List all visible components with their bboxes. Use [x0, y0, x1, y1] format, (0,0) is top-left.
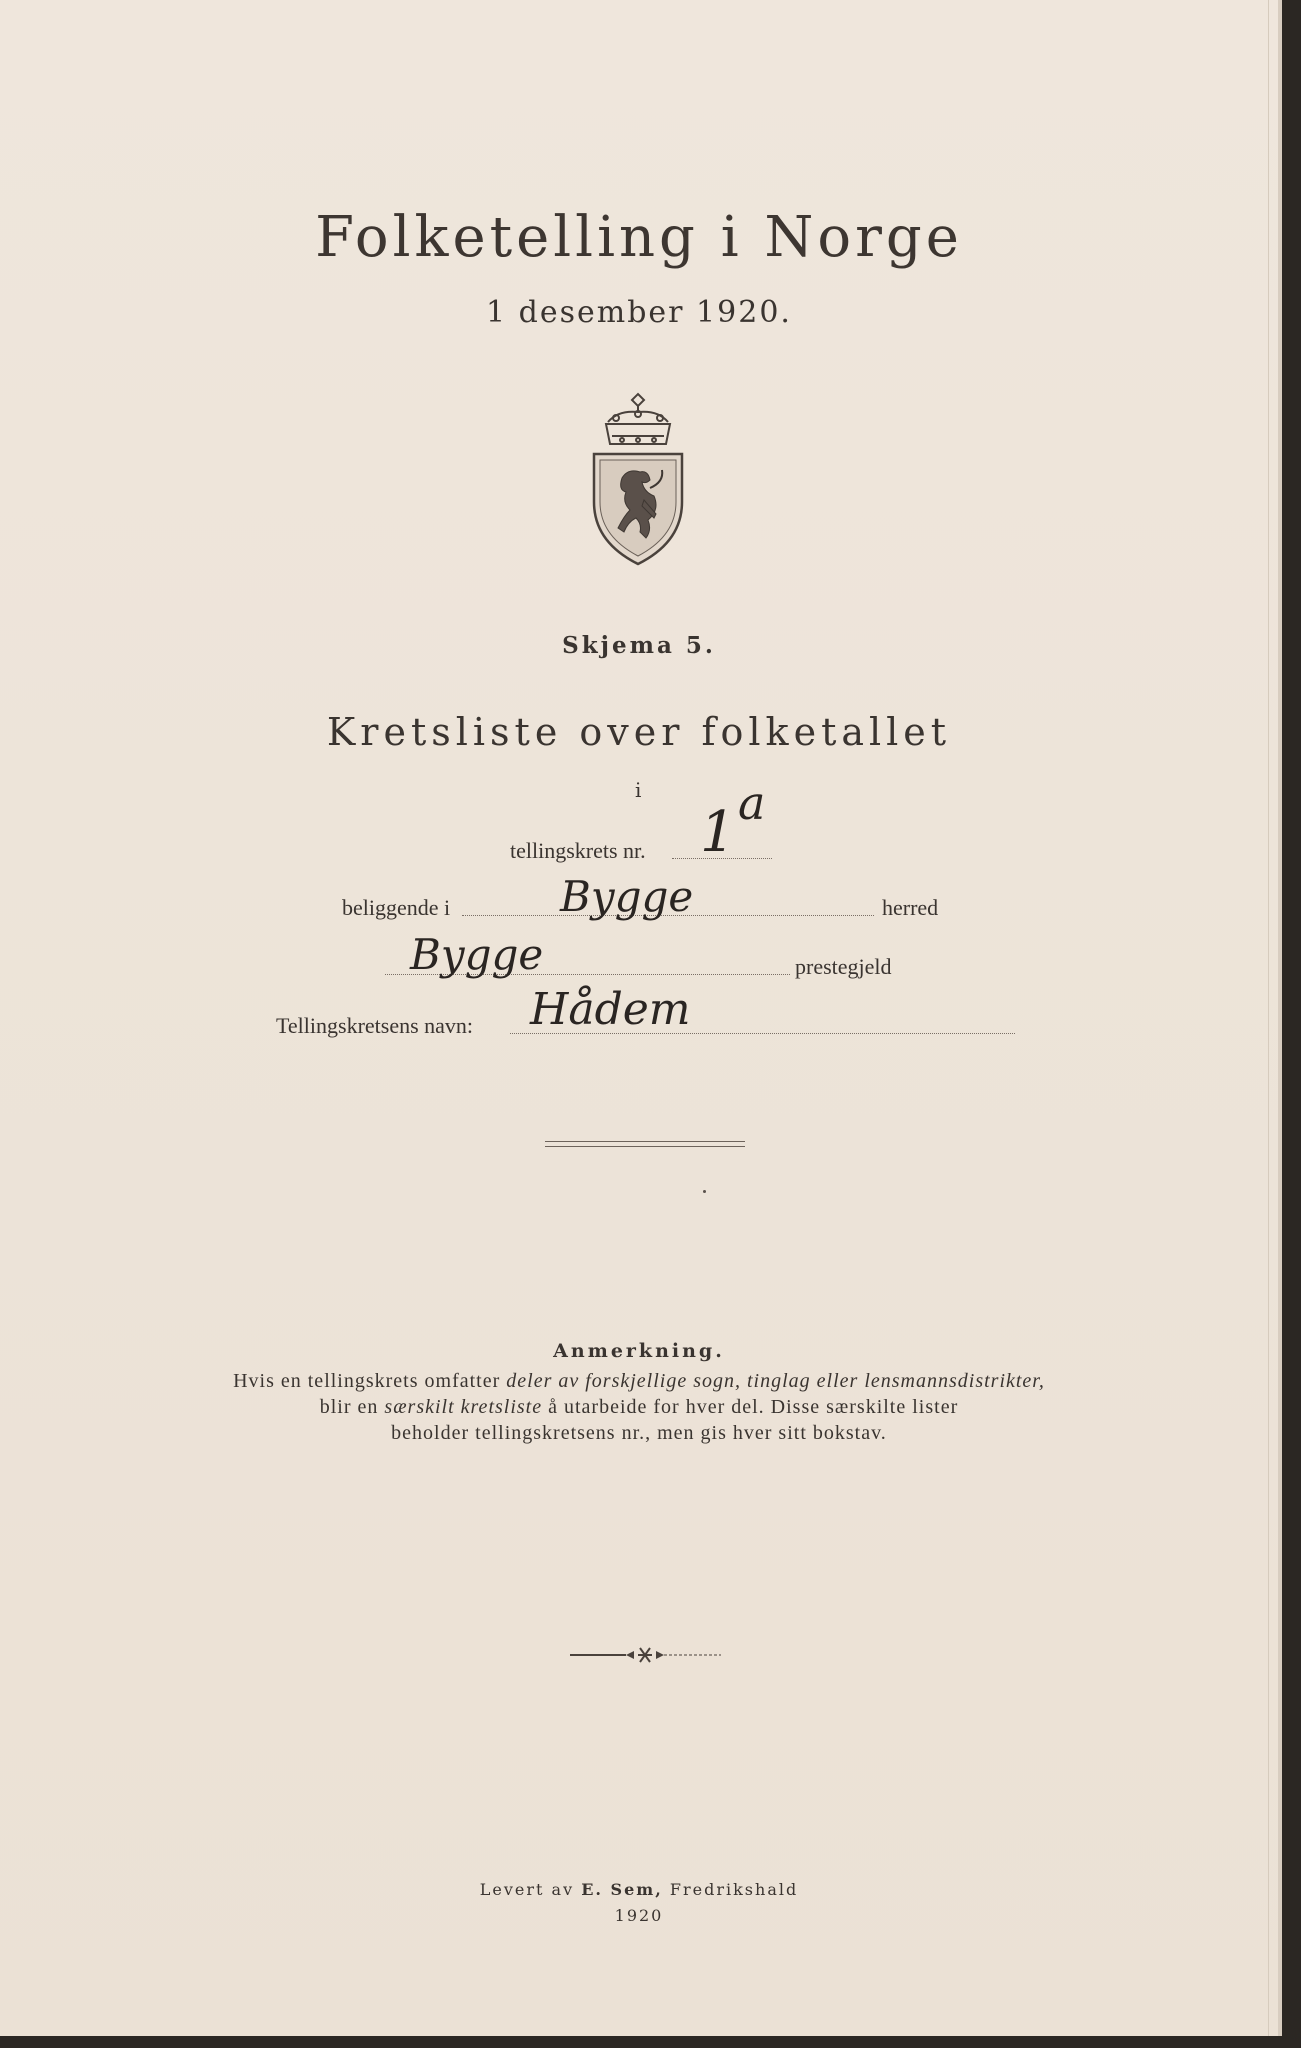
- note-line-2-emphasis: særskilt kretsliste: [384, 1396, 543, 1418]
- document-date: 1 desember 1920.: [486, 295, 792, 330]
- form-subtitle: Kretsliste over folketallet: [326, 710, 952, 754]
- norwegian-coat-of-arms-icon: [588, 392, 688, 567]
- ornament-divider-icon: [568, 1645, 723, 1665]
- tellingskrets-suffix-value[interactable]: a: [738, 776, 766, 830]
- connector-i: i: [635, 778, 642, 802]
- prestegjeld-value[interactable]: Bygge: [410, 930, 544, 979]
- note-line-2: [0, 1396, 1278, 1419]
- note-line-1-text: Hvis en tellingskrets omfatter: [233, 1370, 507, 1392]
- tellingskrets-value[interactable]: 1: [700, 800, 736, 865]
- beliggende-label: beliggende i: [342, 895, 451, 920]
- printer-place: Fredrikshald: [662, 1880, 799, 1899]
- kretsnavn-value[interactable]: Hådem: [530, 984, 691, 1035]
- note-line-1: [0, 1370, 1278, 1393]
- note-line-2-text-a: blir en: [319, 1396, 385, 1418]
- kretsnavn-label: Tellingskretsens navn:: [276, 1013, 474, 1038]
- prestegjeld-label: prestegjeld: [795, 954, 892, 979]
- printer-prefix: Levert av: [479, 1880, 582, 1899]
- note-line-2-text-c: å utarbeide for hver del. Disse særskilte lister: [542, 1396, 959, 1418]
- printer-name: E. Sem,: [581, 1880, 663, 1899]
- herred-label: herred: [882, 895, 939, 920]
- herred-value[interactable]: Bygge: [560, 872, 694, 921]
- stray-dot: [703, 1190, 706, 1193]
- document-title: Folketelling i Norge: [315, 205, 963, 270]
- printer-year: 1920: [614, 1906, 664, 1925]
- note-heading: Anmerkning.: [553, 1340, 725, 1362]
- schema-number: Skjema 5.: [562, 632, 716, 659]
- note-line-1-emphasis: deler av forskjellige sogn, tinglag eller lensmannsdistrikter,: [506, 1370, 1045, 1392]
- double-rule-divider: [545, 1141, 745, 1147]
- printer-credit: [0, 1880, 1278, 1899]
- note-line-3: beholder tellingskretsens nr., men gis hver sitt bokstav.: [391, 1422, 887, 1444]
- tellingskrets-label: tellingskrets nr.: [510, 838, 646, 863]
